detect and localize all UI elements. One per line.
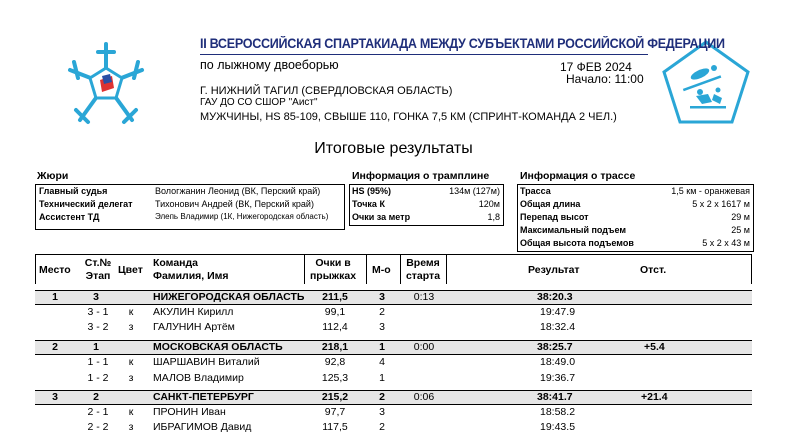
col-result: Результат (528, 264, 580, 276)
col-startno: Ст.№ (84, 257, 112, 269)
event-description: МУЖЧИНЫ, HS 85-109, СВЫШЕ 110, ГОНКА 7,5 КМ (СПРИНТ-КОМАНДА 2 ЧЕЛ.) (200, 111, 617, 123)
header-separator (400, 254, 401, 284)
athlete-color: к (128, 406, 134, 418)
team-place: 3 (52, 391, 58, 403)
athlete-result: 18:58.2 (540, 406, 576, 418)
header-separator (751, 254, 752, 284)
table-header-top-line (35, 254, 752, 255)
col-start-time-sub: старта (405, 270, 441, 282)
team-points: 218,1 (321, 341, 349, 353)
jury-title: Жюри (37, 170, 69, 182)
col-points-sub: прыжках (309, 270, 357, 282)
team-name: НИЖЕГОРОДСКАЯ ОБЛАСТЬ (153, 291, 305, 303)
start-time: Начало: 11:00 (566, 72, 644, 86)
jump-label: HS (95%) (352, 186, 392, 196)
track-value: 5 х 2 х 1617 м (692, 199, 750, 209)
jump-value: 134м (127м) (449, 186, 500, 196)
athlete-points: 99,1 (324, 306, 346, 318)
col-color: Цвет (118, 264, 143, 276)
track-value: 5 х 2 х 43 м (702, 238, 750, 248)
col-athlete: Фамилия, Имя (153, 270, 229, 282)
jury-role: Технический делегат (39, 199, 133, 209)
team-behind: +21.4 (641, 391, 668, 403)
athlete-rank: 1 (379, 372, 385, 384)
event-subtitle: по лыжному двоеборью (200, 58, 339, 72)
athlete-stage: 1 - 2 (87, 372, 109, 384)
athlete-result: 19:47.9 (540, 306, 576, 318)
team-result: 38:41.7 (537, 391, 573, 403)
athlete-color: к (128, 306, 134, 318)
track-label: Перепад высот (520, 212, 589, 222)
nordic-combined-pictogram (660, 38, 752, 128)
jury-name: Тихонович Андрей (ВК, Перский край) (155, 199, 314, 209)
track-label: Общая длина (520, 199, 581, 209)
team-rank: 3 (379, 291, 385, 303)
athlete-color: з (128, 372, 134, 384)
athlete-stage: 3 - 2 (87, 321, 109, 333)
header-separator (304, 254, 305, 284)
athlete-name: МАЛОВ Владимир (153, 372, 244, 384)
jury-role: Ассистент ТД (39, 212, 100, 222)
event-city: Г. НИЖНИЙ ТАГИЛ (СВЕРДЛОВСКАЯ ОБЛАСТЬ) (200, 85, 453, 97)
track-value: 1,5 км - оранжевая (671, 186, 750, 196)
track-label: Трасса (520, 186, 551, 196)
track-label: Общая высота подъемов (520, 238, 634, 248)
team-bib: 1 (93, 341, 99, 353)
athlete-name: ИБРАГИМОВ Давид (153, 421, 252, 433)
team-behind: +5.4 (644, 341, 665, 353)
athlete-stage: 2 - 1 (87, 406, 109, 418)
athlete-points: 97,7 (324, 406, 346, 418)
jump-info-title: Информация о трамплине (352, 170, 490, 182)
athlete-points: 125,3 (321, 372, 349, 384)
track-value: 25 м (731, 225, 750, 235)
athlete-rank: 2 (379, 306, 385, 318)
jury-role: Главный судья (39, 186, 108, 196)
header-separator (35, 254, 36, 284)
event-organizer: ГАУ ДО СО СШОР "Аист" (200, 97, 318, 108)
header-separator (446, 254, 447, 284)
team-rank: 1 (379, 341, 385, 353)
team-start-time: 0:06 (413, 391, 435, 403)
athlete-result: 18:32.4 (540, 321, 576, 333)
team-name: САНКТ-ПЕТЕРБУРГ (153, 391, 254, 403)
athlete-name: ГАЛУНИН Артём (153, 321, 235, 333)
spartakiad-logo (60, 38, 152, 130)
athlete-result: 18:49.0 (540, 356, 576, 368)
athlete-color: з (128, 321, 134, 333)
athlete-result: 19:43.5 (540, 421, 576, 433)
athlete-points: 112,4 (322, 321, 348, 333)
jump-label: Точка К (352, 199, 385, 209)
athlete-color: з (128, 421, 134, 433)
athlete-stage: 2 - 2 (87, 421, 109, 433)
team-name: МОСКОВСКАЯ ОБЛАСТЬ (153, 341, 283, 353)
athlete-rank: 2 (379, 421, 385, 433)
athlete-points: 117,5 (322, 421, 348, 433)
team-result: 38:25.7 (537, 341, 573, 353)
athlete-points: 92,8 (324, 356, 346, 368)
col-rank: М-о (372, 264, 391, 276)
header-separator (366, 254, 367, 284)
team-rank: 2 (379, 391, 385, 403)
athlete-rank: 3 (379, 406, 385, 418)
jump-value: 1,8 (487, 212, 500, 222)
col-points: Очки в (315, 257, 351, 269)
team-start-time: 0:00 (413, 341, 435, 353)
athlete-name: ПРОНИН Иван (153, 406, 226, 418)
track-value: 29 м (731, 212, 750, 222)
col-stage: Этап (85, 270, 111, 282)
athlete-name: ШАРШАВИН Виталий (153, 356, 260, 368)
athlete-stage: 3 - 1 (87, 306, 109, 318)
col-start-time: Время (406, 257, 440, 269)
track-label: Максимальный подъем (520, 225, 627, 235)
col-behind: Отст. (640, 264, 667, 276)
team-result: 38:20.3 (537, 291, 573, 303)
jury-name: Элепь Владимир (1К, Нижегородская область) (155, 212, 329, 221)
team-points: 215,2 (321, 391, 349, 403)
event-date: 17 ФЕВ 2024 (560, 60, 632, 74)
athlete-rank: 4 (379, 356, 385, 368)
athlete-stage: 1 - 1 (87, 356, 109, 368)
jump-label: Очки за метр (352, 212, 411, 222)
team-start-time: 0:13 (413, 291, 435, 303)
jump-value: 120м (478, 199, 500, 209)
col-place: Место (39, 264, 71, 276)
team-bib: 3 (93, 291, 99, 303)
title-underline (200, 54, 648, 55)
athlete-result: 19:36.7 (540, 372, 576, 384)
athlete-name: АКУЛИН Кирилл (153, 306, 234, 318)
jury-name: Вологжанин Леонид (ВК, Перский край) (155, 186, 321, 196)
athlete-color: к (128, 356, 134, 368)
team-points: 211,5 (322, 291, 348, 303)
track-info-title: Информация о трассе (520, 170, 636, 182)
col-team: Команда (153, 257, 198, 269)
page-title: Итоговые результаты (314, 140, 473, 157)
team-place: 1 (52, 291, 58, 303)
team-place: 2 (52, 341, 58, 353)
athlete-rank: 3 (379, 321, 385, 333)
team-bib: 2 (93, 391, 99, 403)
event-title: II ВСЕРОССИЙСКАЯ СПАРТАКИАДА МЕЖДУ СУБЪЕКТАМИ РОССИЙСКОЙ ФЕДЕРАЦИИ (200, 36, 725, 51)
